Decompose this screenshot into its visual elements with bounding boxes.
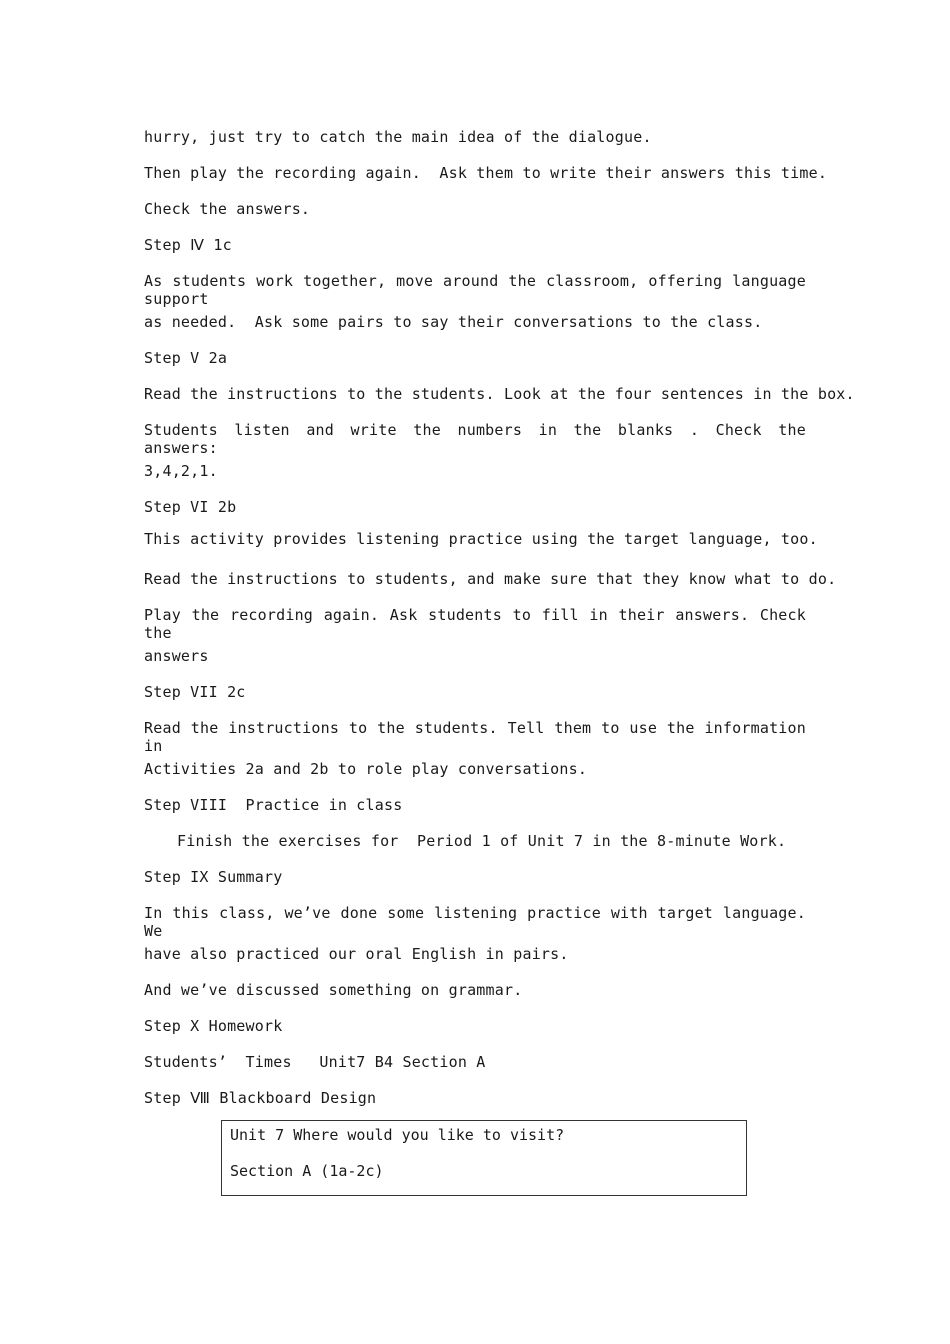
text-line: have also practiced our oral English in pairs.	[144, 945, 569, 963]
blackboard-section: Section A (1a-2c)	[230, 1162, 384, 1180]
blackboard-title: Unit 7 Where would you like to visit?	[230, 1126, 565, 1144]
step-heading: Step VII 2c	[144, 683, 246, 701]
step-heading: Step X Homework	[144, 1017, 283, 1035]
text-line: hurry, just try to catch the main idea of the dialogue.	[144, 128, 652, 146]
text-line: Read the instructions to the students. Look at the four sentences in the box.	[144, 385, 855, 403]
text-line: Play the recording again. Ask students to fill in their answers. Check the	[144, 606, 806, 642]
text-line: And we’ve discussed something on grammar.	[144, 981, 523, 999]
step-heading: Step V 2a	[144, 349, 228, 367]
text-line: As students work together, move around the classroom, offering language support	[144, 272, 806, 308]
step-heading: Step IX Summary	[144, 868, 283, 886]
step-heading: Step Ⅳ 1c	[144, 236, 232, 254]
text-line: Read the instructions to students, and make sure that they know what to do.	[144, 570, 837, 588]
text-line: Activities 2a and 2b to role play conversations.	[144, 760, 588, 778]
text-line: Check the answers.	[144, 200, 311, 218]
text-line: answers	[144, 647, 209, 665]
step-heading: Step VIII Practice in class	[144, 796, 403, 814]
text-line: Students listen and write the numbers in the blanks . Check the answers:	[144, 421, 806, 457]
text-line: In this class, we’ve done some listening practice with target language. We	[144, 904, 806, 940]
step-heading: Step VI 2b	[144, 498, 237, 516]
text-line: Then play the recording again. Ask them to write their answers this time.	[144, 164, 828, 182]
text-line: Read the instructions to the students. Tell them to use the information in	[144, 719, 806, 755]
blackboard-design-box	[221, 1120, 747, 1196]
text-line: Students’ Times Unit7 B4 Section A	[144, 1053, 486, 1071]
text-line: 3,4,2,1.	[144, 462, 218, 480]
text-line: This activity provides listening practice using the target language, too.	[144, 530, 818, 548]
text-line: as needed. Ask some pairs to say their conversations to the class.	[144, 313, 763, 331]
text-line: Finish the exercises for Period 1 of Unit 7 in the 8-minute Work.	[177, 832, 787, 850]
step-heading: Step Ⅷ Blackboard Design	[144, 1089, 377, 1107]
